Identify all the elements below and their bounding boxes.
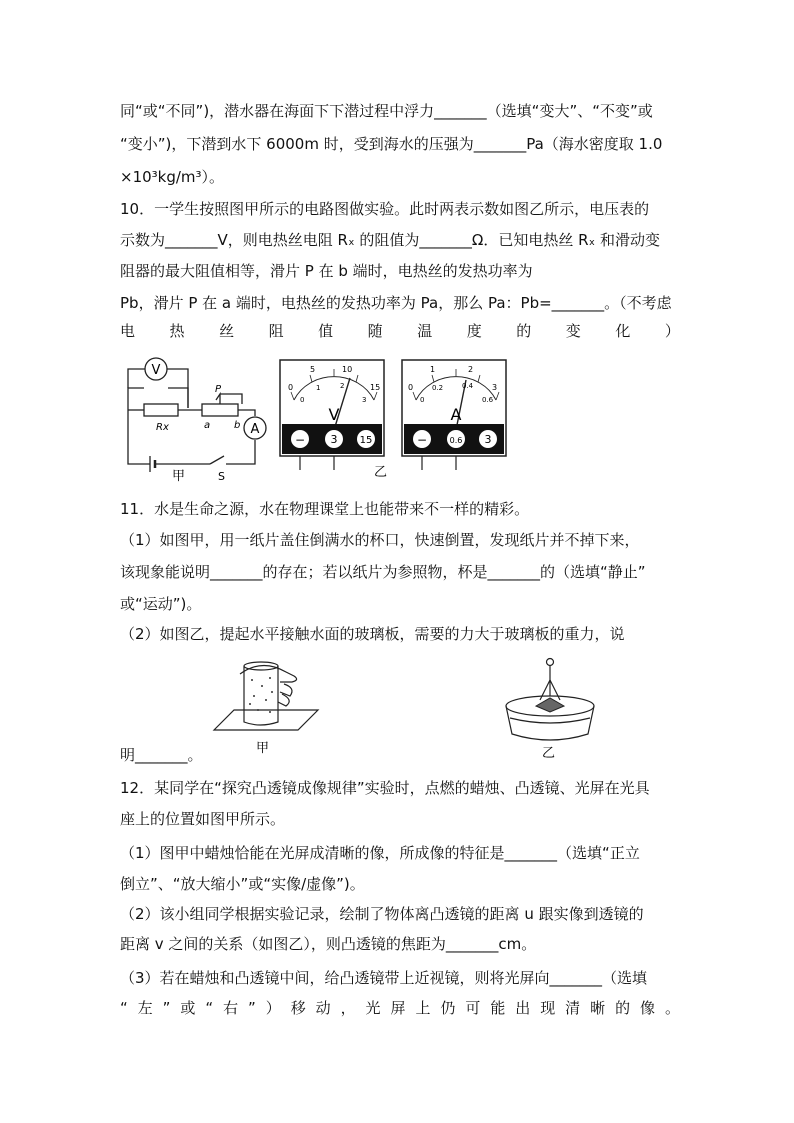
q9-line-2: “变小”)，下潜到水下 6000m 时，受到海水的压强为_______Pa（海水密度取 1.0 — [120, 135, 663, 153]
q11-line-3: 该现象能说明_______的存在；若以纸片为参照物，杯是_______的（选填“静止” — [120, 563, 646, 581]
q12-line-4: 倒立”、“放大缩小”或“实像/虚像”)。 — [120, 875, 365, 893]
q12-char: 像 — [640, 999, 656, 1017]
q11-line-5: （2）如图乙，提起水平接触水面的玻璃板，需要的力大于玻璃板的重力，说 — [120, 625, 625, 643]
v-scale-bottom: 0 — [300, 396, 305, 404]
q10-char: 度 — [466, 322, 482, 340]
ammeter-dial — [402, 360, 506, 470]
q9-line-3: ×10³kg/m³）。 — [120, 168, 225, 186]
q10-line-2: 示数为_______V，则电热丝电阻 Rₓ 的阻值为_______Ω．已知电热丝 Rₓ 和滑动变 — [120, 231, 660, 249]
q11-line-2: （1）如图甲，用一纸片盖住倒满水的杯口，快速倒置，发现纸片并不掉下来， — [120, 531, 640, 549]
q12-char: 能 — [490, 999, 506, 1017]
q11-line-6: 明_______。 — [120, 746, 203, 764]
q10-char: 热 — [169, 322, 185, 340]
q12-char: ” — [248, 999, 256, 1017]
q10-line-4: Pb，滑片 P 在 a 端时，电热丝的发热功率为 Pa，那么 Pa：Pb=_______。（不考虑 — [120, 294, 672, 312]
q10-char: 的 — [516, 322, 532, 340]
voltmeter-dial — [280, 360, 384, 470]
q10-char: 化 — [615, 322, 631, 340]
q12-char: ， — [340, 999, 356, 1017]
q12-line-2: 座上的位置如图甲所示。 — [120, 810, 286, 828]
v-scale-top: 0 — [288, 383, 294, 392]
q12-line-3: （1）图甲中蜡烛恰能在光屏成清晰的像，所成像的特征是_______（选填“正立 — [120, 844, 640, 862]
q10-line-5 — [120, 321, 680, 341]
v-scale-bottom: 3 — [362, 396, 367, 404]
q12-char: 上 — [415, 999, 431, 1017]
v-meter-letter: V — [328, 405, 340, 424]
end-b-label: b — [234, 420, 241, 431]
fig-yi-caption: 乙 — [374, 465, 388, 480]
q12-char: 。 — [664, 999, 680, 1017]
a-terminal: 0.6 — [449, 436, 463, 445]
q12-line-1: 12．某同学在“探究凸透镜成像规律”实验时，点燃的蜡烛、凸透镜、光屏在光具 — [120, 779, 650, 797]
end-a-label: a — [204, 420, 211, 431]
fig-yi-caption: 乙 — [542, 746, 556, 761]
q11-line-1: 11．水是生命之源，水在物理课堂上也能带来不一样的精彩。 — [120, 500, 530, 518]
q12-char: 动 — [315, 999, 331, 1017]
q12-char: ） — [265, 999, 281, 1017]
a-terminal: − — [416, 433, 428, 447]
q12-char: 的 — [615, 999, 631, 1017]
q12-char: 移 — [290, 999, 306, 1017]
a-scale-bottom: 0.2 — [432, 384, 444, 392]
meter-readings — [278, 358, 510, 480]
q10-char: 电 — [120, 322, 136, 340]
q12-line-5: （2）该小组同学根据实验记录，绘制了物体离凸透镜的距离 u 跟实像到透镜的 — [120, 905, 644, 923]
a-terminal: 3 — [484, 433, 492, 446]
q12-char: 清 — [565, 999, 581, 1017]
q12-char: 可 — [465, 999, 481, 1017]
a-scale-top: 0 — [408, 383, 414, 392]
v-scale-top: 10 — [342, 365, 353, 374]
q11-line-4: 或“运动”)。 — [120, 595, 202, 613]
v-scale-bottom: 1 — [316, 384, 321, 392]
q12-line-8 — [120, 998, 680, 1018]
a-scale-bottom: 0 — [420, 396, 425, 404]
slider-p-label: P — [215, 384, 222, 395]
q9-line-1: 同“或“不同”)，潜水器在海面下下潜过程中浮力_______（选填“变大”、“不变”或 — [120, 102, 653, 120]
q12-char: 左 — [137, 999, 153, 1017]
q10-char: 阻 — [268, 322, 284, 340]
switch-s-label: S — [218, 470, 225, 483]
circuit-diagram — [120, 352, 270, 484]
q12-char: 晰 — [590, 999, 606, 1017]
a-scale-top: 1 — [430, 365, 436, 374]
v-terminal: − — [294, 433, 306, 447]
q12-char: “ — [205, 999, 214, 1017]
q12-char: 出 — [515, 999, 531, 1017]
a-scale-bottom: 0.4 — [462, 382, 474, 390]
v-scale-top: 5 — [310, 365, 316, 374]
fig-jia-caption: 甲 — [256, 741, 270, 756]
q12-char: “ — [120, 999, 128, 1017]
q12-line-6: 距离 v 之间的关系（如图乙），则凸透镜的焦距为_______cm。 — [120, 935, 537, 953]
q10-char: 温 — [417, 322, 433, 340]
v-scale-bottom: 2 — [340, 382, 345, 390]
v-terminal: 15 — [359, 435, 373, 446]
q12-char: 右 — [223, 999, 239, 1017]
q12-char: 仍 — [440, 999, 456, 1017]
q12-char: 或 — [180, 999, 196, 1017]
q12-char: 光 — [365, 999, 381, 1017]
v-terminal: 3 — [330, 433, 338, 446]
q12-char: 现 — [540, 999, 556, 1017]
q10-char: 丝 — [219, 322, 235, 340]
a-scale-top: 2 — [468, 365, 474, 374]
q10-line-3: 阻器的最大阻值相等，滑片 P 在 b 端时，电热丝的发热功率为 — [120, 262, 533, 280]
fig-jia-caption: 甲 — [172, 469, 186, 484]
q10-char: 变 — [565, 322, 581, 340]
q12-char: 屏 — [390, 999, 406, 1017]
q12-line-7: （3）若在蜡烛和凸透镜中间，给凸透镜带上近视镜，则将光屏向_______（选填 — [120, 969, 648, 987]
v-scale-top: 15 — [370, 383, 381, 392]
a-scale-bottom: 0.6 — [482, 396, 494, 404]
ammeter-letter: A — [250, 422, 260, 437]
q10-line-1: 10．一学生按照图甲所示的电路图做实验。此时两表示数如图乙所示，电压表的 — [120, 200, 650, 218]
a-meter-letter: A — [450, 405, 462, 424]
voltmeter-letter: V — [151, 363, 161, 378]
q12-char: ” — [162, 999, 171, 1017]
a-scale-top: 3 — [492, 383, 498, 392]
rx-label: Rx — [156, 422, 169, 433]
q10-char: 值 — [318, 322, 334, 340]
q10-char: 随 — [367, 322, 383, 340]
q10-char: ） — [664, 322, 680, 340]
